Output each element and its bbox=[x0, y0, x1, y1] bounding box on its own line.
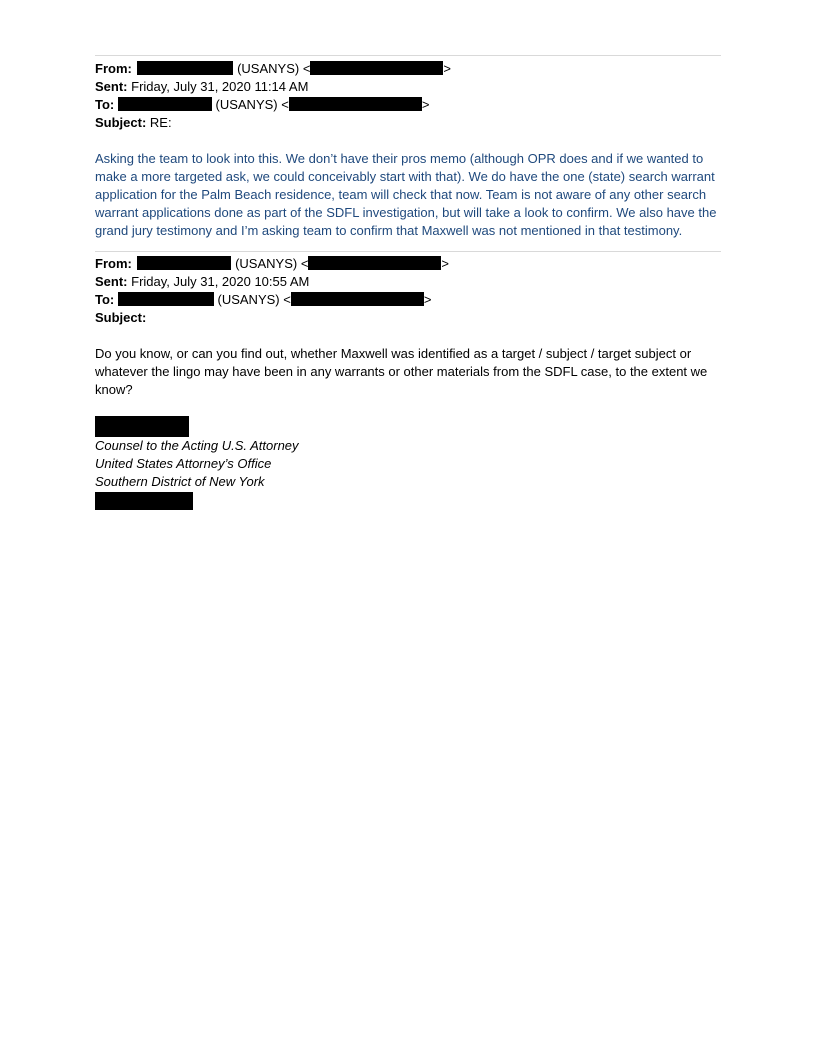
sent-value: Friday, July 31, 2020 10:55 AM bbox=[131, 274, 310, 289]
sent-value: Friday, July 31, 2020 11:14 AM bbox=[131, 79, 309, 94]
email-document bbox=[95, 55, 721, 510]
redaction-block bbox=[118, 97, 212, 111]
sent-line bbox=[95, 78, 721, 96]
divider bbox=[95, 55, 721, 56]
from-close: > bbox=[441, 256, 450, 271]
redaction-block bbox=[291, 292, 424, 306]
subject-label: Subject: bbox=[95, 310, 147, 325]
to-org: (USANYS) < bbox=[217, 292, 291, 307]
redaction-block bbox=[137, 256, 231, 270]
signature-office: United States Attorney’s Office bbox=[95, 456, 272, 471]
redaction-block bbox=[118, 292, 214, 306]
redaction-block bbox=[310, 61, 443, 75]
redaction-block bbox=[95, 416, 189, 437]
to-close: > bbox=[423, 292, 432, 307]
from-line bbox=[95, 255, 721, 273]
to-label: To: bbox=[95, 292, 115, 307]
email-body-2: Do you know, or can you find out, whether Maxwell was identified as a target / subject / target subject or whatever the lingo may have been in any warrants or other materials from the SDFL case, to the extent we know? bbox=[95, 346, 708, 397]
redaction-block bbox=[308, 256, 441, 270]
divider bbox=[95, 251, 721, 252]
to-line bbox=[95, 96, 721, 114]
signature-block bbox=[95, 416, 721, 510]
to-line bbox=[95, 291, 721, 309]
sent-label: Sent: bbox=[95, 274, 128, 289]
to-label: To: bbox=[95, 97, 115, 112]
email-body-1: Asking the team to look into this. We don’t have their pros memo (although OPR does and if we wanted to make a more targeted ask, we could conceivably start with that). We do have the one (state) search warrant application for the Palm Beach residence, team will check that now. Team is not aware of any other search warrant applications done as part of the SDFL investigation, but will take a look to confirm. We also have the grand jury testimony and I’m asking team to confirm that Maxwell was not mentioned in that testimony. bbox=[95, 151, 717, 238]
sent-label: Sent: bbox=[95, 79, 128, 94]
subject-line bbox=[95, 309, 721, 327]
to-org: (USANYS) < bbox=[215, 97, 289, 112]
to-close: > bbox=[421, 97, 430, 112]
redaction-block bbox=[289, 97, 422, 111]
email-header-1 bbox=[95, 60, 721, 132]
signature-district: Southern District of New York bbox=[95, 474, 265, 489]
from-close: > bbox=[443, 61, 452, 76]
sent-line bbox=[95, 273, 721, 291]
redaction-block bbox=[95, 492, 193, 510]
subject-line bbox=[95, 114, 721, 132]
signature-title: Counsel to the Acting U.S. Attorney bbox=[95, 438, 299, 453]
from-label: From: bbox=[95, 61, 132, 76]
from-line bbox=[95, 60, 721, 78]
subject-label: Subject: bbox=[95, 115, 147, 130]
from-label: From: bbox=[95, 256, 132, 271]
from-org: (USANYS) < bbox=[237, 61, 311, 76]
subject-value: RE: bbox=[149, 115, 172, 130]
from-org: (USANYS) < bbox=[235, 256, 309, 271]
email-header-2 bbox=[95, 255, 721, 327]
redaction-block bbox=[137, 61, 233, 75]
